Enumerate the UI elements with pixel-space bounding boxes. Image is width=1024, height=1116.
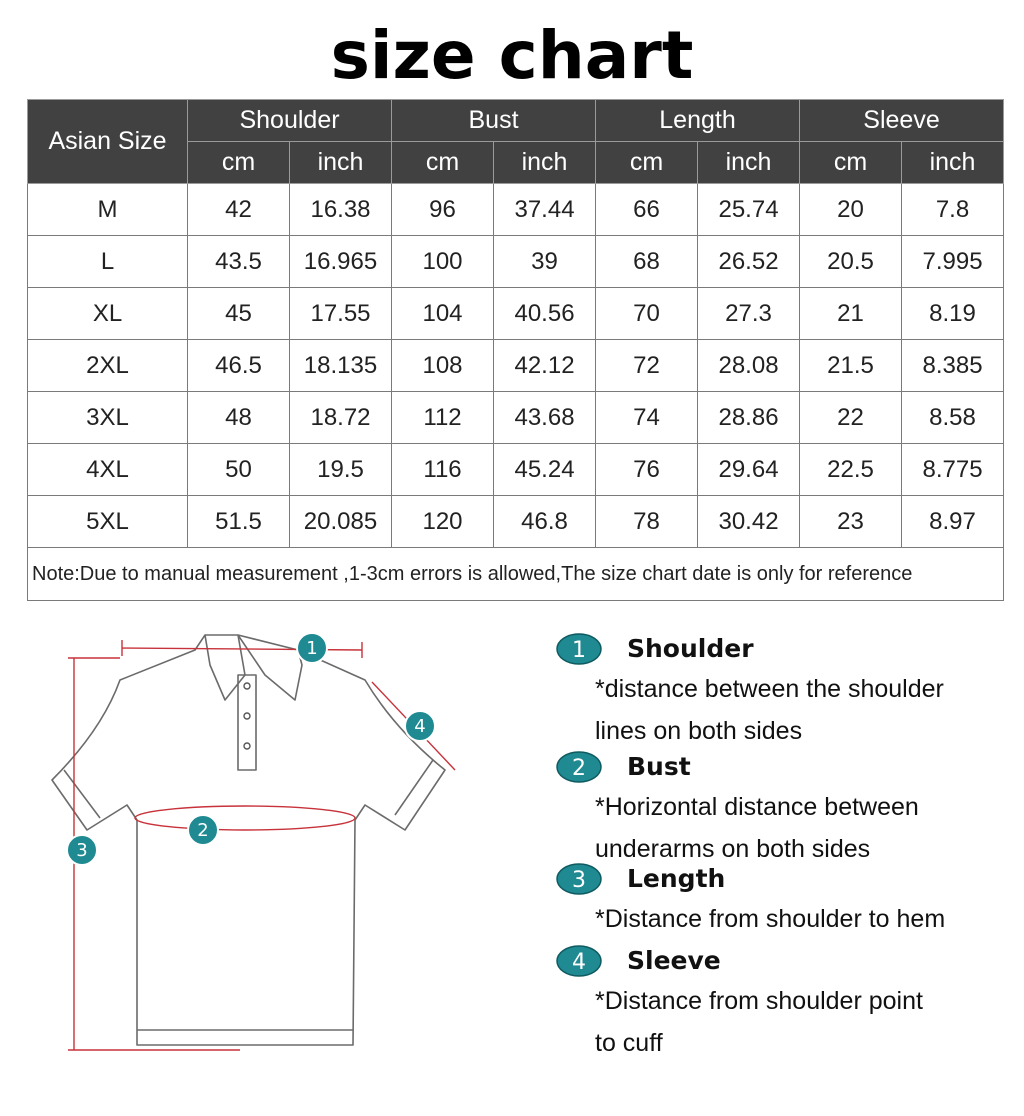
- legend-description: [595, 668, 1024, 752]
- unit-header: cm: [800, 142, 902, 184]
- measurement-cell: 76: [596, 444, 698, 496]
- page-title: size chart: [330, 17, 694, 94]
- measurement-cell: 30.42: [698, 496, 800, 548]
- legend-name: Sleeve: [627, 946, 721, 975]
- bust-measure-ellipse: [135, 806, 355, 830]
- measurement-cell: 42.12: [494, 340, 596, 392]
- collar-right: [238, 635, 302, 700]
- legend-description-line: to cuff: [595, 1029, 663, 1057]
- unit-header: inch: [698, 142, 800, 184]
- measurement-cell: 26.52: [698, 236, 800, 288]
- measurement-cell: 22.5: [800, 444, 902, 496]
- measurement-cell: 51.5: [188, 496, 290, 548]
- table-row: [28, 392, 1004, 444]
- size-table: [27, 99, 1004, 601]
- badge-number: 4: [572, 950, 586, 975]
- measurement-cell: 21.5: [800, 340, 902, 392]
- measurement-cell: 42: [188, 184, 290, 236]
- size-cell: M: [28, 184, 188, 236]
- measurement-cell: 43.5: [188, 236, 290, 288]
- measurement-cell: 18.135: [290, 340, 392, 392]
- measurement-cell: 8.775: [902, 444, 1004, 496]
- unit-header: inch: [290, 142, 392, 184]
- group-header-sleeve: Sleeve: [800, 100, 1004, 142]
- legend-description: [595, 980, 1024, 1064]
- group-header-shoulder: Shoulder: [188, 100, 392, 142]
- measurement-cell: 50: [188, 444, 290, 496]
- measurement-cell: 68: [596, 236, 698, 288]
- marker-2-label: 2: [197, 820, 209, 841]
- marker-1-label: 1: [306, 638, 318, 659]
- measurement-cell: 7.8: [902, 184, 1004, 236]
- size-cell: L: [28, 236, 188, 288]
- legend-name: Bust: [627, 752, 691, 781]
- measurement-cell: 43.68: [494, 392, 596, 444]
- measurement-cell: 28.08: [698, 340, 800, 392]
- measurement-cell: 29.64: [698, 444, 800, 496]
- table-row: [28, 288, 1004, 340]
- measurement-cell: 100: [392, 236, 494, 288]
- measurement-cell: 8.385: [902, 340, 1004, 392]
- size-cell: 5XL: [28, 496, 188, 548]
- measurement-cell: 104: [392, 288, 494, 340]
- number-badge-icon: [555, 632, 603, 666]
- measurement-cell: 23: [800, 496, 902, 548]
- measurement-cell: 37.44: [494, 184, 596, 236]
- group-header-bust: Bust: [392, 100, 596, 142]
- measurement-cell: 48: [188, 392, 290, 444]
- measurement-cell: 96: [392, 184, 494, 236]
- measurement-cell: 112: [392, 392, 494, 444]
- legend-description-line: *distance between the shoulder: [595, 675, 944, 703]
- unit-header: inch: [494, 142, 596, 184]
- measurement-cell: 22: [800, 392, 902, 444]
- measurement-cell: 66: [596, 184, 698, 236]
- measurement-cell: 27.3: [698, 288, 800, 340]
- measurement-cell: 18.72: [290, 392, 392, 444]
- table-row: [28, 184, 1004, 236]
- measurement-cell: 19.5: [290, 444, 392, 496]
- measurement-cell: 16.38: [290, 184, 392, 236]
- marker-3-label: 3: [76, 840, 88, 861]
- measurement-cell: 46.5: [188, 340, 290, 392]
- measurement-cell: 8.19: [902, 288, 1004, 340]
- number-badge-icon: [555, 944, 603, 978]
- size-cell: XL: [28, 288, 188, 340]
- table-row: [28, 496, 1004, 548]
- measurement-cell: 45.24: [494, 444, 596, 496]
- unit-header: inch: [902, 142, 1004, 184]
- measurement-cell: 28.86: [698, 392, 800, 444]
- badge-number: 1: [572, 638, 586, 663]
- number-badge-icon: [555, 750, 603, 784]
- size-column-header: Asian Size: [28, 100, 188, 184]
- table-row: [28, 236, 1004, 288]
- measurement-cell: 74: [596, 392, 698, 444]
- measurement-cell: 7.995: [902, 236, 1004, 288]
- measurement-cell: 120: [392, 496, 494, 548]
- legend-description-line: *Distance from shoulder to hem: [595, 905, 946, 933]
- measurement-cell: 70: [596, 288, 698, 340]
- measurement-cell: 78: [596, 496, 698, 548]
- marker-4-label: 4: [414, 716, 426, 737]
- measurement-cell: 17.55: [290, 288, 392, 340]
- legend-description: [595, 786, 1024, 870]
- note-row: [28, 548, 1004, 601]
- measurement-cell: 25.74: [698, 184, 800, 236]
- unit-header: cm: [596, 142, 698, 184]
- polo-shirt-diagram: [40, 620, 480, 1060]
- size-cell: 4XL: [28, 444, 188, 496]
- collar: [205, 635, 245, 700]
- button: [244, 683, 250, 689]
- measurement-cell: 108: [392, 340, 494, 392]
- measurement-cell: 72: [596, 340, 698, 392]
- measurement-cell: 45: [188, 288, 290, 340]
- table-row: [28, 444, 1004, 496]
- measurement-cell: 46.8: [494, 496, 596, 548]
- legend-description-line: lines on both sides: [595, 717, 803, 745]
- legend-description-line: *Distance from shoulder point: [595, 987, 923, 1015]
- left-cuff: [64, 770, 100, 818]
- note-text: Note:Due to manual measurement ,1-3cm errors is allowed,The size chart date is only for reference: [28, 548, 1004, 601]
- measurement-cell: 20.5: [800, 236, 902, 288]
- size-cell: 2XL: [28, 340, 188, 392]
- group-header-length: Length: [596, 100, 800, 142]
- measurement-cell: 8.58: [902, 392, 1004, 444]
- legend-description-line: underarms on both sides: [595, 835, 871, 863]
- unit-header: cm: [392, 142, 494, 184]
- number-badge-icon: [555, 862, 603, 896]
- size-cell: 3XL: [28, 392, 188, 444]
- badge-number: 2: [572, 756, 586, 781]
- legend-description-line: *Horizontal distance between: [595, 793, 919, 821]
- measurement-cell: 20: [800, 184, 902, 236]
- button: [244, 713, 250, 719]
- measurement-cell: 20.085: [290, 496, 392, 548]
- measurement-cell: 8.97: [902, 496, 1004, 548]
- legend-description: [595, 898, 1024, 940]
- badge-number: 3: [572, 868, 586, 893]
- legend-name: Length: [627, 864, 726, 893]
- unit-header: cm: [188, 142, 290, 184]
- measurement-cell: 40.56: [494, 288, 596, 340]
- button: [244, 743, 250, 749]
- measurement-cell: 21: [800, 288, 902, 340]
- legend-name: Shoulder: [627, 634, 754, 663]
- measurement-cell: 16.965: [290, 236, 392, 288]
- table-body: [28, 184, 1004, 601]
- measurement-cell: 116: [392, 444, 494, 496]
- right-cuff: [395, 760, 433, 815]
- measurement-cell: 39: [494, 236, 596, 288]
- table-row: [28, 340, 1004, 392]
